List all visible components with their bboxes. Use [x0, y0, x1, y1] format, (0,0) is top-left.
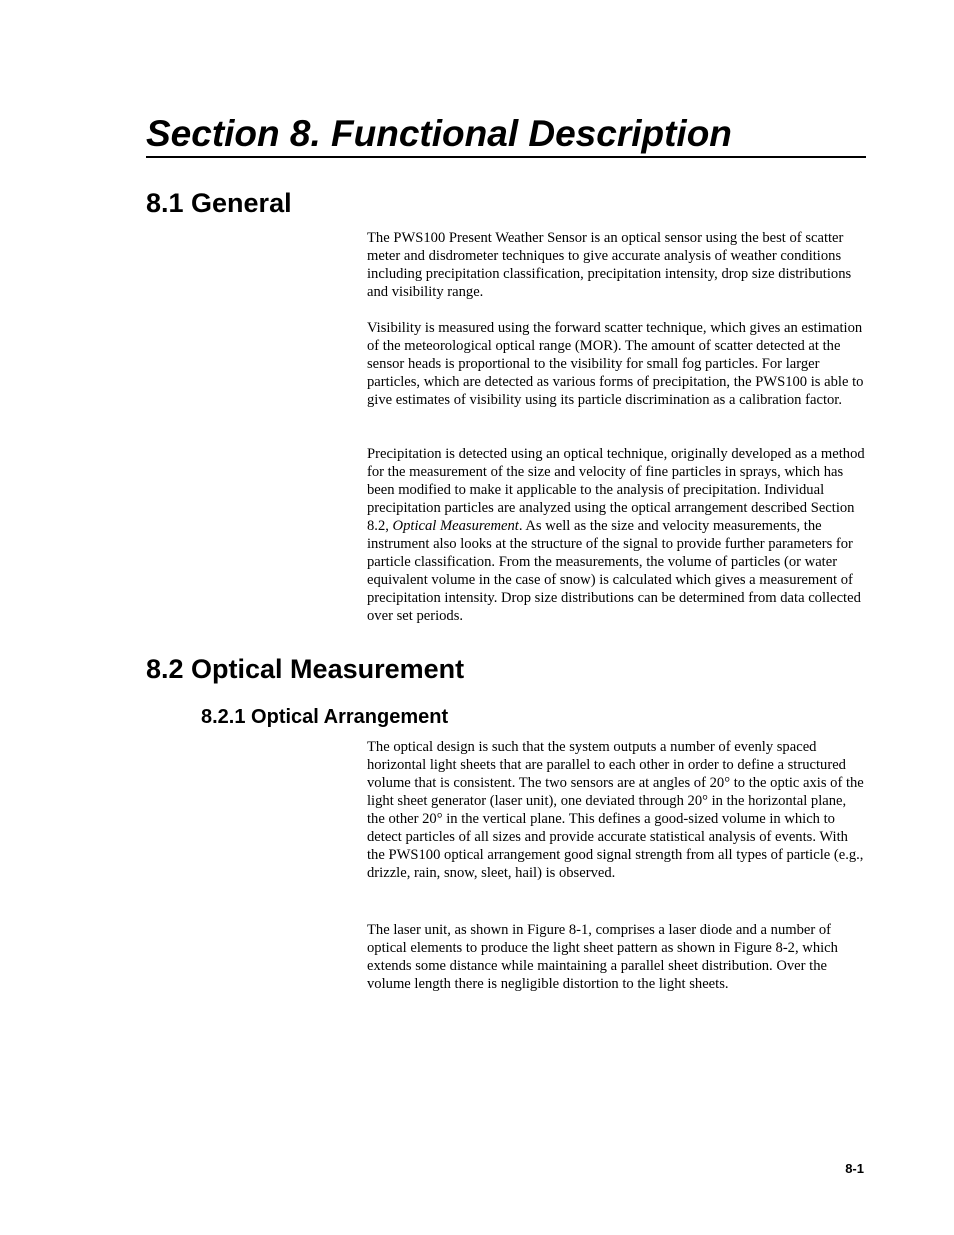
precip-text-before: Precipitation is detected using an optical technique, originally developed as a method for the measurement of the size and velocity of fine particles in sprays, which has been modified to make it applicable to the analysis of precipitation. Individual precipitation particles are analyzed using the optical arrangement described Section 8.2,	[367, 446, 865, 534]
page-number: 8-1	[845, 1161, 864, 1176]
general-paragraph-3	[367, 445, 867, 625]
general-paragraph-2: Visibility is measured using the forward scatter technique, which gives an estimation of the meteorological optical range (MOR). The amount of scatter detected at the sensor heads is proportional to the visibility for small fog particles. For larger particles, which are detected as various forms of precipitation, the PWS100 is able to give estimates of visibility using its particle discrimination as a calibration factor.	[367, 320, 864, 408]
section-title: Section 8. Functional Description	[146, 113, 732, 154]
arrangement-paragraph-2: The laser unit, as shown in Figure 8-1, comprises a laser diode and a number of optical elements to produce the light sheet pattern as shown in Figure 8-2, which extends some distance while maintaining a parallel sheet distribution. Over the volume length there is negligible distortion to the light sheets.	[367, 922, 838, 992]
title-rule	[146, 156, 866, 158]
heading-general: 8.1 General	[146, 188, 292, 218]
precip-text-after: . As well as the size and velocity measurements, the instrument also looks at the structure of the signal to provide further parameters for particle classification. From the measurements, the volume of particles (or water equivalent volume in the case of snow) is calculated which gives a measurement of precipitation intensity. Drop size distributions can be determined from data collected over set periods.	[367, 518, 861, 624]
heading-optical-arrangement: 8.2.1 Optical Arrangement	[201, 706, 449, 728]
arrangement-paragraph-1: The optical design is such that the system outputs a number of evenly spaced horizontal light sheets that are parallel to each other in order to define a structured volume that is consistent. The two sensors are at angles of 20° to the optic axis of the light sheet generator (laser unit), one deviated through 20° in the horizontal plane, the other 20° in the vertical plane. This defines a good-sized volume in which to detect particles of all sizes and provide accurate statistical analysis of events. With the PWS100 optical arrangement good signal strength from all types of particle (e.g., drizzle, rain, snow, sleet, hail) is observed.	[367, 739, 864, 881]
general-paragraph-1: The PWS100 Present Weather Sensor is an optical sensor using the best of scatter meter and disdrometer techniques to give accurate analysis of weather conditions including precipitation classification, precipitation intensity, drop size distributions and visibility range.	[367, 230, 852, 300]
heading-optical-measurement: 8.2 Optical Measurement	[146, 654, 465, 684]
precip-text-italic: Optical Measurement	[392, 518, 519, 534]
